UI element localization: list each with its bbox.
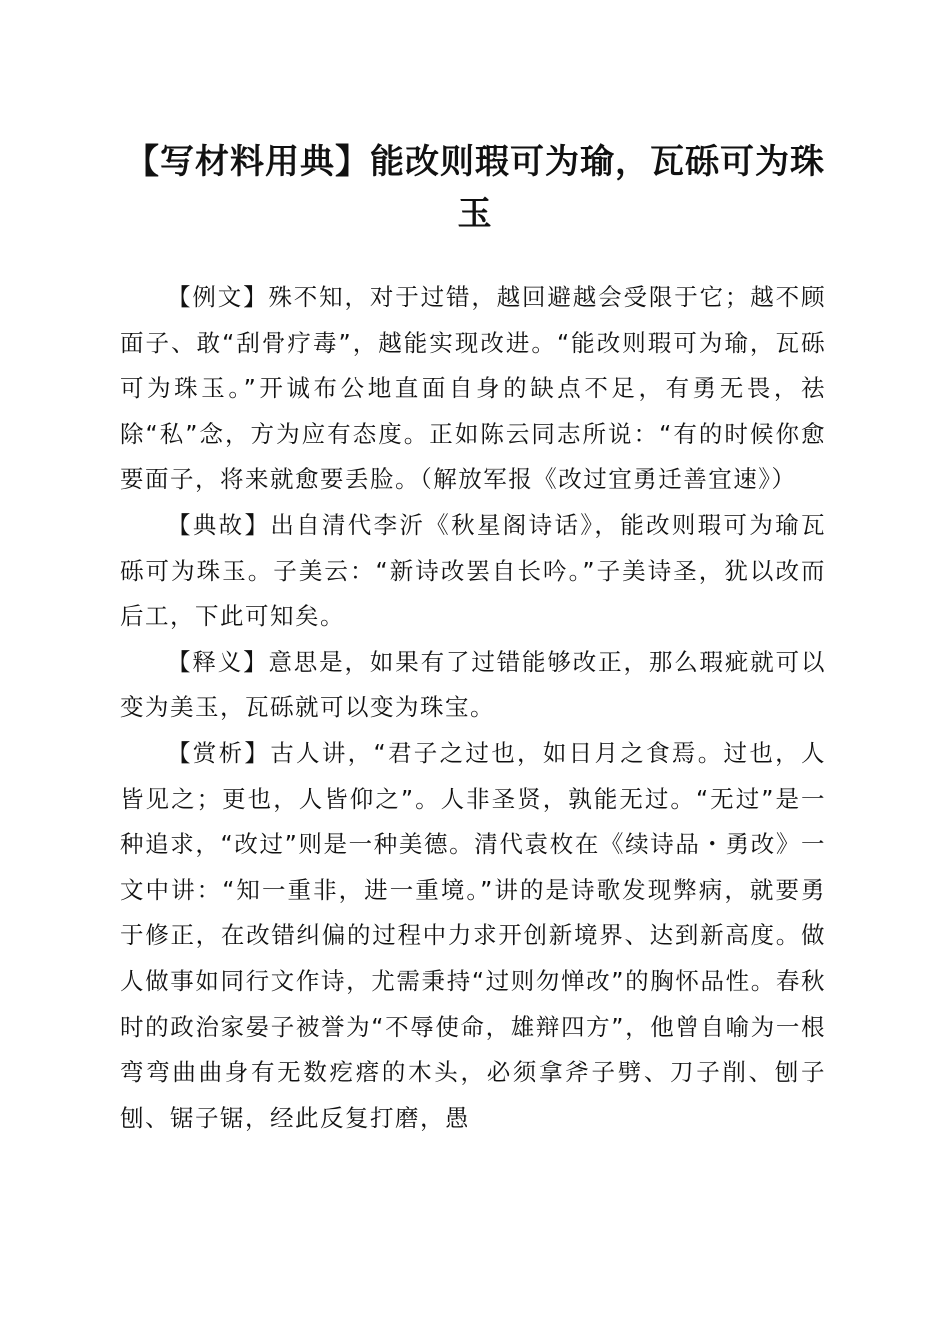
paragraph-appreciation: 【赏析】古人讲，“君子之过也，如日月之食焉。过也，人皆见之；更也，人皆仰之”。人非圣贤，孰能无过。“无过”是一种追求，“改过”则是一种美德。清代袁枚在《续诗品・勇改》一文中讲：“知一重非，进一重境。”讲的是诗歌发现弊病，就要勇于修正，在改错纠偏的过程中力求开创新境界、达到新高度。做人做事如同行文作诗，尤需秉持“过则勿惮改”的胸怀品性。春秋时的政治家晏子被誉为“不辱使命，雄辩四方”，他曾自喻为一根弯弯曲曲身有无数疙瘩的木头，必须拿斧子劈、刀子削、刨子刨、锯子锯，经此反复打磨，愚	[120, 738, 826, 1132]
document-title: 【写材料用典】能改则瑕可为瑜，瓦砾可为珠玉	[125, 142, 825, 234]
document-body	[120, 275, 826, 1141]
paragraph-example: 【例文】殊不知，对于过错，越回避越会受限于它；越不顾面子、敢“刮骨疗毒”，越能实现改进。“能改则瑕可为瑜，瓦砾可为珠玉。”开诚布公地直面自身的缺点不足，有勇无畏，祛除“私”念，方为应有态度。正如陈云同志所说：“有的时候你愈要面子，将来就愈要丢脸。（解放军报《改过宜勇迁善宜速》）	[120, 283, 826, 494]
paragraph-allusion: 【典故】出自清代李沂《秋星阁诗话》，能改则瑕可为瑜瓦砾可为珠玉。子美云：“新诗改罢自长吟。”子美诗圣，犹以改而后工，下此可知矣。	[120, 510, 826, 631]
paragraph-meaning: 【释义】意思是，如果有了过错能够改正，那么瑕疵就可以变为美玉，瓦砾就可以变为珠宝。	[120, 647, 826, 722]
